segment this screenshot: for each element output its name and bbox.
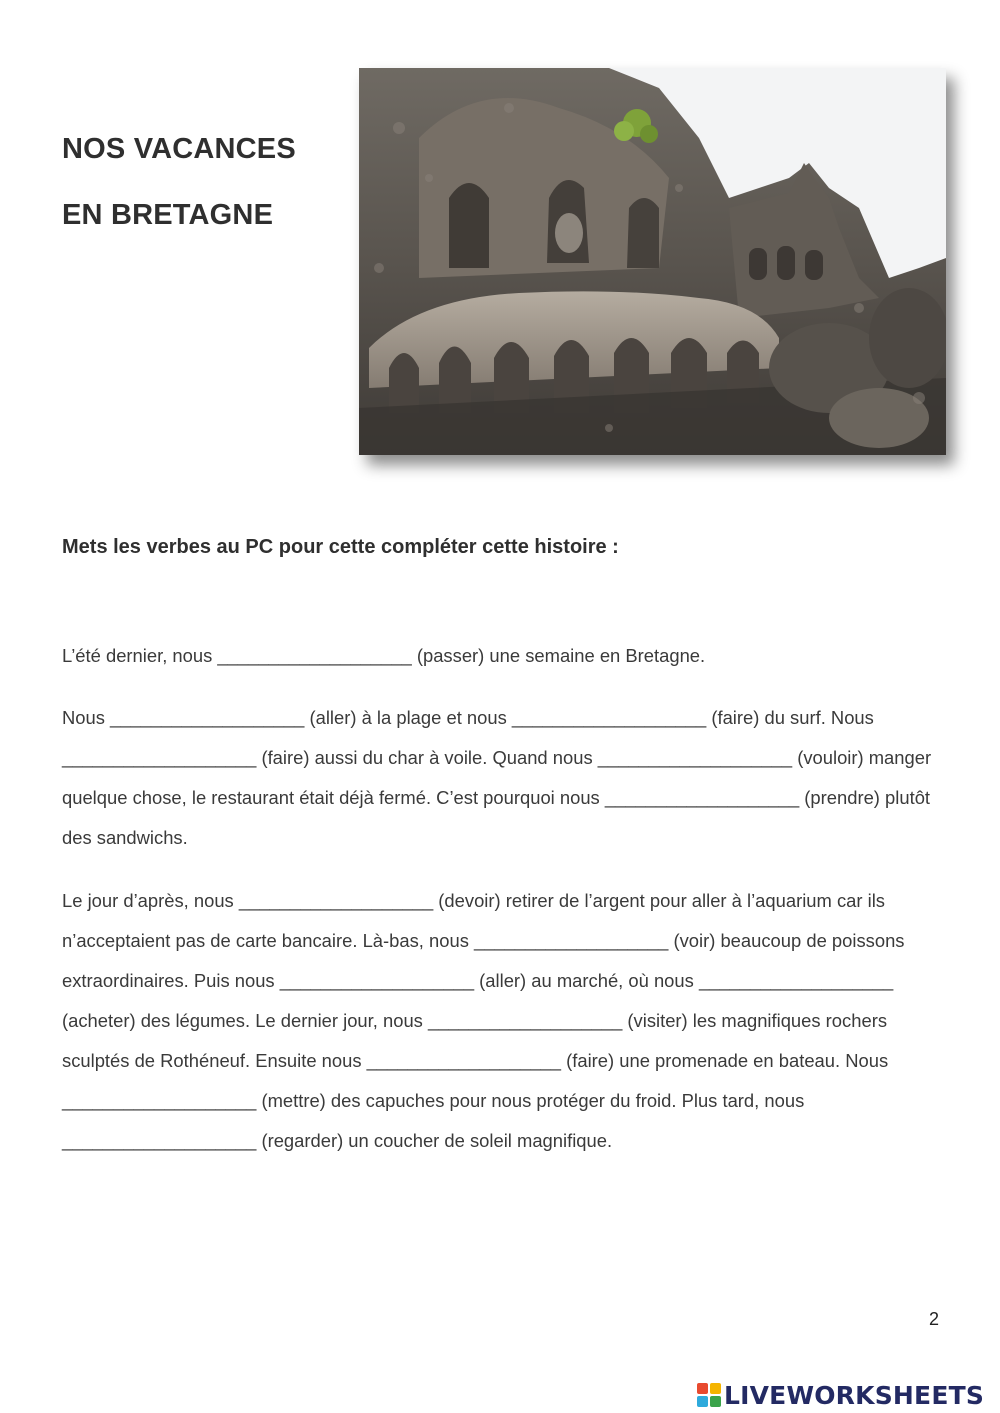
logo-square-red bbox=[697, 1383, 708, 1394]
page-title-line-2: EN BRETAGNE bbox=[62, 199, 274, 231]
page-number: 2 bbox=[928, 1309, 939, 1329]
exercise-instruction: Mets les verbes au PC pour cette compléter cette histoire : bbox=[62, 536, 619, 558]
liveworksheets-logo[interactable] bbox=[697, 1379, 984, 1411]
story-paragraph-3: Le jour d’après, nous ___________________ (devoir) retirer de l’argent pour aller à l’aquarium car ils n’acceptaient pas de carte bancaire. Là-bas, nous ___________________ (voir) beaucoup de poissons extraordinaires. Puis nous ___________________ (aller) au marché, où nous ___________________ (acheter) des légumes. Le dernier jour, nous ___________________ (visiter) les magnifiques rochers sculptés de Rothéneuf. Ensuite nous ___________________ (faire) une promenade en bateau. Nous ___________________ (mettre) des capuches pour nous protéger du froid. Plus tard, nous ___________________ (regarder) un coucher de soleil magnifique. bbox=[62, 890, 905, 1151]
logo-text: LIVEWORKSHEETS bbox=[724, 1380, 985, 1410]
rock-sculpture-photo bbox=[359, 68, 946, 455]
page-title-line-1: NOS VACANCES bbox=[62, 133, 296, 165]
logo-square-green bbox=[710, 1396, 721, 1407]
rock-sculptures-icon bbox=[359, 68, 946, 455]
logo-square-blue bbox=[697, 1396, 708, 1407]
logo-square-yellow bbox=[710, 1383, 721, 1394]
story-paragraph-2: Nous ___________________ (aller) à la plage et nous ___________________ (faire) du surf. Nous ___________________ (faire) aussi du char à voile. Quand nous ___________________ (vouloir) manger quelque chose, le restaurant était déjà fermé. C’est pourquoi nous ___________________ (prendre) plutôt des sandwichs. bbox=[62, 707, 932, 848]
story-paragraph-1: L’été dernier, nous ___________________ (passer) une semaine en Bretagne. bbox=[62, 645, 706, 666]
logo-squares-icon bbox=[697, 1383, 721, 1407]
